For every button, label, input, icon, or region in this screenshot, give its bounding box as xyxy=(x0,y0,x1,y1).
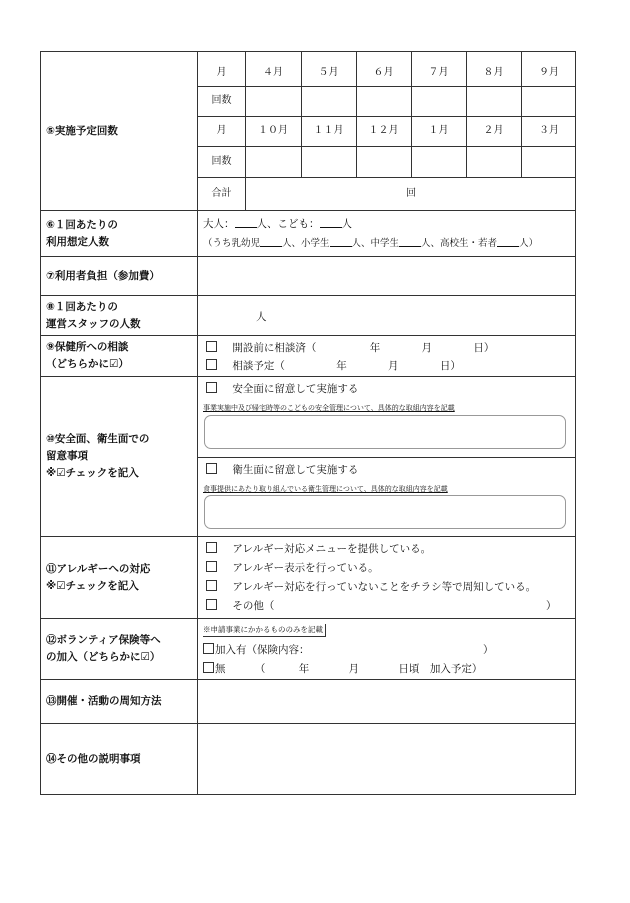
insurance-yes-option[interactable]: 加入有（保険内容： xyxy=(203,642,310,657)
high-school-blank[interactable] xyxy=(497,236,519,247)
label-line: ⑨保健所への相談 xyxy=(46,341,129,353)
month-label: ２月 xyxy=(483,125,504,136)
staff-count-field[interactable] xyxy=(198,296,575,336)
application-form-table xyxy=(40,51,576,795)
label-line: ⑪アレルギーへの対応 xyxy=(46,562,151,575)
hygiene-option[interactable]: 衛生面に留意して実施する xyxy=(206,462,358,477)
month-label: １０月 xyxy=(258,125,288,136)
label-expected-users xyxy=(41,211,198,257)
planned-consult-checkbox[interactable] xyxy=(206,359,217,370)
label-line: 利用想定人数 xyxy=(46,235,109,248)
month-label: １１月 xyxy=(313,125,344,136)
publicity-method-field[interactable] xyxy=(198,680,575,724)
planned-consult-option[interactable]: 相談予定（ 年 月 日） xyxy=(206,358,461,373)
label-safety-hygiene xyxy=(41,377,198,537)
safety-details-input[interactable] xyxy=(204,415,566,449)
staff-unit: 人 xyxy=(256,311,267,323)
month-label: ６月 xyxy=(373,67,394,78)
label-line: （どちらかに☑） xyxy=(46,358,129,370)
participation-fee-field[interactable] xyxy=(198,257,575,296)
month-header: 月 xyxy=(216,67,227,78)
other-notes-field[interactable] xyxy=(198,724,575,794)
month-label: ３月 xyxy=(539,125,559,136)
total-header: 合計 xyxy=(211,188,232,199)
allergy-checkbox[interactable] xyxy=(206,542,217,553)
insurance-note: ※申請事業にかかるもののみを記載 xyxy=(203,624,326,637)
hygiene-checkbox[interactable] xyxy=(206,463,217,474)
safety-option[interactable]: 安全面に留意して実施する xyxy=(206,381,358,396)
allergy-other-checkbox[interactable] xyxy=(206,599,217,610)
allergy-option[interactable]: アレルギー対応メニューを提供している。 xyxy=(206,541,431,556)
allergy-other-close: ） xyxy=(546,600,557,612)
planned-sessions-grid xyxy=(198,52,575,211)
allergy-field xyxy=(198,537,575,619)
month-label: ４月 xyxy=(263,67,283,78)
insurance-no-option[interactable]: 無 （ 年 月 日頃 加入予定） xyxy=(203,661,482,676)
label-volunteer-insurance xyxy=(41,619,198,680)
label-staff-count xyxy=(41,296,198,336)
label-line: 運営スタッフの人数 xyxy=(46,317,141,330)
elementary-blank[interactable] xyxy=(330,236,352,247)
month-label: １月 xyxy=(428,125,449,136)
health-center-field xyxy=(198,336,575,377)
label-text: ⑭その他の説明事項 xyxy=(46,752,141,765)
hygiene-note: 食事提供にあたり取り組んでいる衛生管理について、具体的な取組内容を記載 xyxy=(203,485,448,493)
month-label: ７月 xyxy=(428,67,449,78)
label-line: の加入（どちらかに☑） xyxy=(46,651,161,663)
label-allergy xyxy=(41,537,198,619)
count-header: 回数 xyxy=(211,156,232,167)
label-planned-sessions xyxy=(41,52,198,211)
label-line: 留意事項 xyxy=(46,450,88,462)
children-count-blank[interactable] xyxy=(320,217,342,228)
month-header: 月 xyxy=(216,125,227,136)
hygiene-details-input[interactable] xyxy=(204,495,566,529)
total-unit: 回 xyxy=(406,188,416,199)
insurance-yes-close: ） xyxy=(483,644,494,656)
label-text: ⑬開催・活動の周知方法 xyxy=(46,695,162,707)
label-participation-fee xyxy=(41,257,198,296)
month-label: １２月 xyxy=(368,125,399,136)
insurance-no-checkbox[interactable] xyxy=(203,662,214,673)
label-text: ⑦利用者負担（参加費） xyxy=(46,269,160,282)
adults-count-blank[interactable] xyxy=(235,217,257,228)
month-label: ５月 xyxy=(318,67,339,78)
expected-users-field[interactable] xyxy=(198,211,575,257)
month-label: ８月 xyxy=(483,67,504,78)
consulted-option[interactable]: 開設前に相談済（ 年 月 日） xyxy=(206,340,494,355)
label-text: ⑤実施予定回数 xyxy=(46,124,118,137)
allergy-checkbox[interactable] xyxy=(206,561,217,572)
safety-note: 事業実施中及び帰宅時等のこどもの安全管理について、具体的な取組内容を記載 xyxy=(203,404,455,412)
junior-high-blank[interactable] xyxy=(399,236,421,247)
safety-checkbox[interactable] xyxy=(206,382,217,393)
adults-children-line: 大人： 人、こども： 人 xyxy=(203,218,352,230)
label-line: ※☑チェックを記入 xyxy=(46,467,139,479)
month-label: ９月 xyxy=(539,67,559,78)
insurance-yes-checkbox[interactable] xyxy=(203,643,214,654)
label-line: ※☑チェックを記入 xyxy=(46,579,139,592)
label-line: ⑥１回あたりの xyxy=(46,218,118,231)
infants-blank[interactable] xyxy=(260,236,282,247)
allergy-checkbox[interactable] xyxy=(206,580,217,591)
allergy-option[interactable]: アレルギー対応を行っていないことをチラシ等で周知している。 xyxy=(206,579,536,594)
label-line: ⑧１回あたりの xyxy=(46,300,118,313)
safety-hygiene-field xyxy=(198,377,575,537)
allergy-other-option[interactable]: その他（ xyxy=(206,598,274,613)
allergy-option[interactable]: アレルギー表示を行っている。 xyxy=(206,560,379,575)
count-header: 回数 xyxy=(211,95,232,106)
label-line: ⑫ボランティア保険等へ xyxy=(46,634,161,646)
label-publicity-method xyxy=(41,680,198,724)
children-breakdown-line: （うち乳幼児 人、小学生 人、中学生 人、高校生・若者 人） xyxy=(203,238,539,249)
label-health-center xyxy=(41,336,198,377)
label-other-notes xyxy=(41,724,198,794)
consulted-checkbox[interactable] xyxy=(206,341,217,352)
volunteer-insurance-field xyxy=(198,619,575,680)
label-line: ⑩安全面、衛生面での xyxy=(46,433,150,445)
